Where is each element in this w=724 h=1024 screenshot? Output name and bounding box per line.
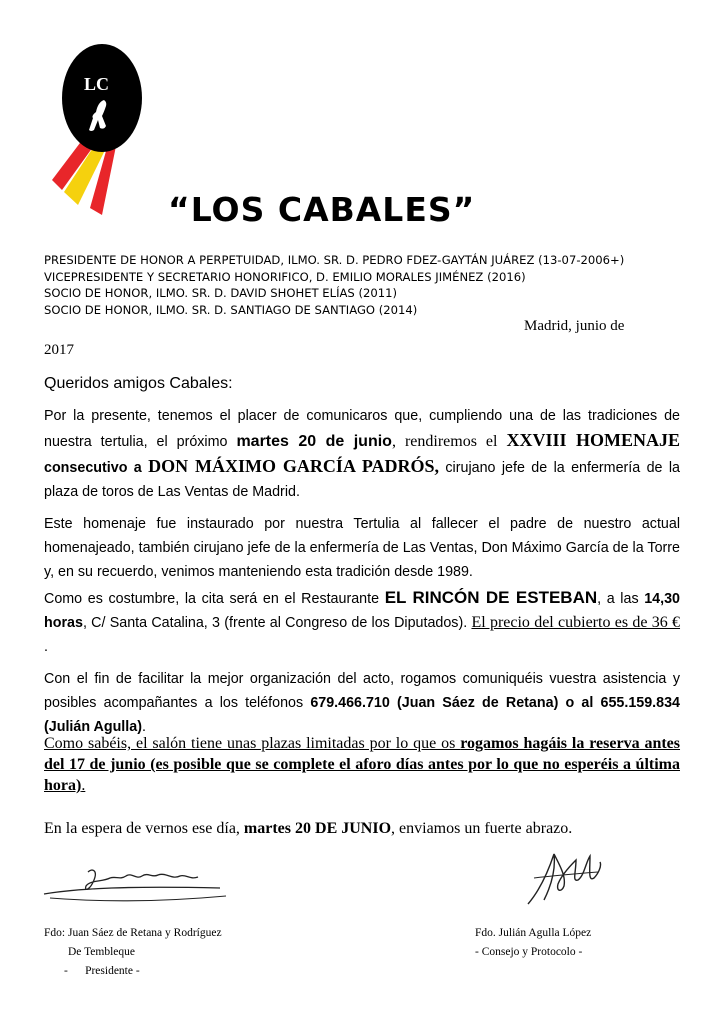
p3-time-bold: 14,30 horas [44, 591, 680, 631]
p4-text-2: . [141, 719, 146, 735]
club-title: “LOS CABALES” [168, 190, 476, 229]
honor-line: SOCIO DE HONOR, ILMO. SR. D. SANTIAGO DE SANTIAGO (2014) [44, 302, 418, 317]
p3-price-underlined: El precio del cubierto es de 36 € [471, 614, 681, 631]
greeting: Queridos amigos Cabales: [44, 375, 233, 392]
honor-line: VICEPRESIDENTE Y SECRETARIO HONORIFICO, D. EMILIO MORALES JIMÉNEZ (2016) [44, 269, 526, 284]
closing-text-2: , enviamos un fuerte abrazo. [391, 820, 573, 837]
p5-text-1: Como sabéis, el salón tiene unas plazas limitadas por lo que os [44, 735, 461, 752]
signatory-left [44, 924, 222, 981]
honor-line: PRESIDENTE DE HONOR A PERPETUIDAD, ILMO. SR. D. PEDRO FDEZ-GAYTÁN JUÁREZ (13-07-2006+) [44, 253, 625, 267]
p1-text-3: cirujano jefe de la enfermería de la plaza de toros de Las Ventas de Madrid. [44, 460, 680, 500]
signatory-right-name: Fdo. Julián Agulla López [475, 927, 592, 939]
p1-honoree-bold: DON MÁXIMO GARCÍA PADRÓS, [148, 456, 440, 476]
p5-text-2: . [81, 777, 86, 794]
paragraph-3 [44, 586, 680, 659]
p1-text-1: Por la presente, tenemos el placer de comunicaros que, cumpliendo una de las tradiciones de nuestra tertulia, el próximo [44, 408, 680, 450]
date-line-1: Madrid, junio de [524, 318, 625, 334]
logo-letters: LC [84, 74, 110, 94]
honor-line: SOCIO DE HONOR, ILMO. SR. D. DAVID SHOHET ELÍAS (2011) [44, 286, 398, 300]
club-logo [40, 40, 150, 218]
closing-line [44, 820, 572, 838]
signatory-left-role: - Presidente - [64, 965, 140, 977]
paragraph-1 [44, 404, 680, 504]
p3-restaurant-bold: EL RINCÓN DE ESTEBAN [384, 588, 598, 607]
closing-date-bold: martes 20 DE JUNIO [243, 820, 392, 837]
closing-text-1: En la espera de vernos ese día, [44, 820, 244, 837]
paragraph-4 [44, 667, 680, 739]
p1-text-2: , rendiremos el [391, 433, 507, 450]
paragraph-5 [44, 733, 680, 796]
signatory-right [475, 924, 591, 962]
p3-text-1: Como es costumbre, la cita será en el Restaurante [44, 591, 385, 607]
signatory-right-role: - Consejo y Protocolo - [475, 946, 583, 958]
honors-list [44, 252, 624, 318]
p5-reserve-bold: rogamos hagáis la reserva antes del 17 de junio (es posible que se complete el aforo días antes por lo que no esperéis a última hora) [44, 735, 681, 794]
signature-left [40, 858, 230, 908]
p4-phones-bold: 679.466.710 (Juan Sáez de Retana) o al 655.159.834 (Julián Agulla) [44, 695, 680, 735]
p1-date-bold: martes 20 de junio [236, 433, 392, 450]
p1-consecutivo-bold: consecutivo a [44, 460, 149, 476]
p4-text-1: Con el fin de facilitar la mejor organización del acto, rogamos comuniquéis vuestra asistencia y posibles acompañantes a los teléfonos [44, 671, 680, 711]
p3-text-3: , C/ Santa Catalina, 3 (frente al Congreso de los Diputados). [82, 615, 472, 631]
paragraph-2: Este homenaje fue instaurado por nuestra Tertulia al fallecer el padre de nuestro actual homenajeado, también cirujano jefe de la enfermería de Las Ventas, Don Máximo García de la Torre y, en su recuerdo, venimos manteniendo esta tradición desde 1989. [44, 516, 680, 580]
signature-right [520, 846, 610, 910]
signatory-left-name: Fdo: Juan Sáez de Retana y Rodríguez [44, 927, 222, 939]
p3-text-2: , a las [597, 591, 645, 607]
signatory-left-name-2: De Tembleque [68, 946, 136, 958]
p1-homenaje-bold: XXVIII HOMENAJE [506, 430, 680, 450]
date-line-2: 2017 [44, 342, 74, 358]
p3-text-4: . [44, 639, 48, 655]
